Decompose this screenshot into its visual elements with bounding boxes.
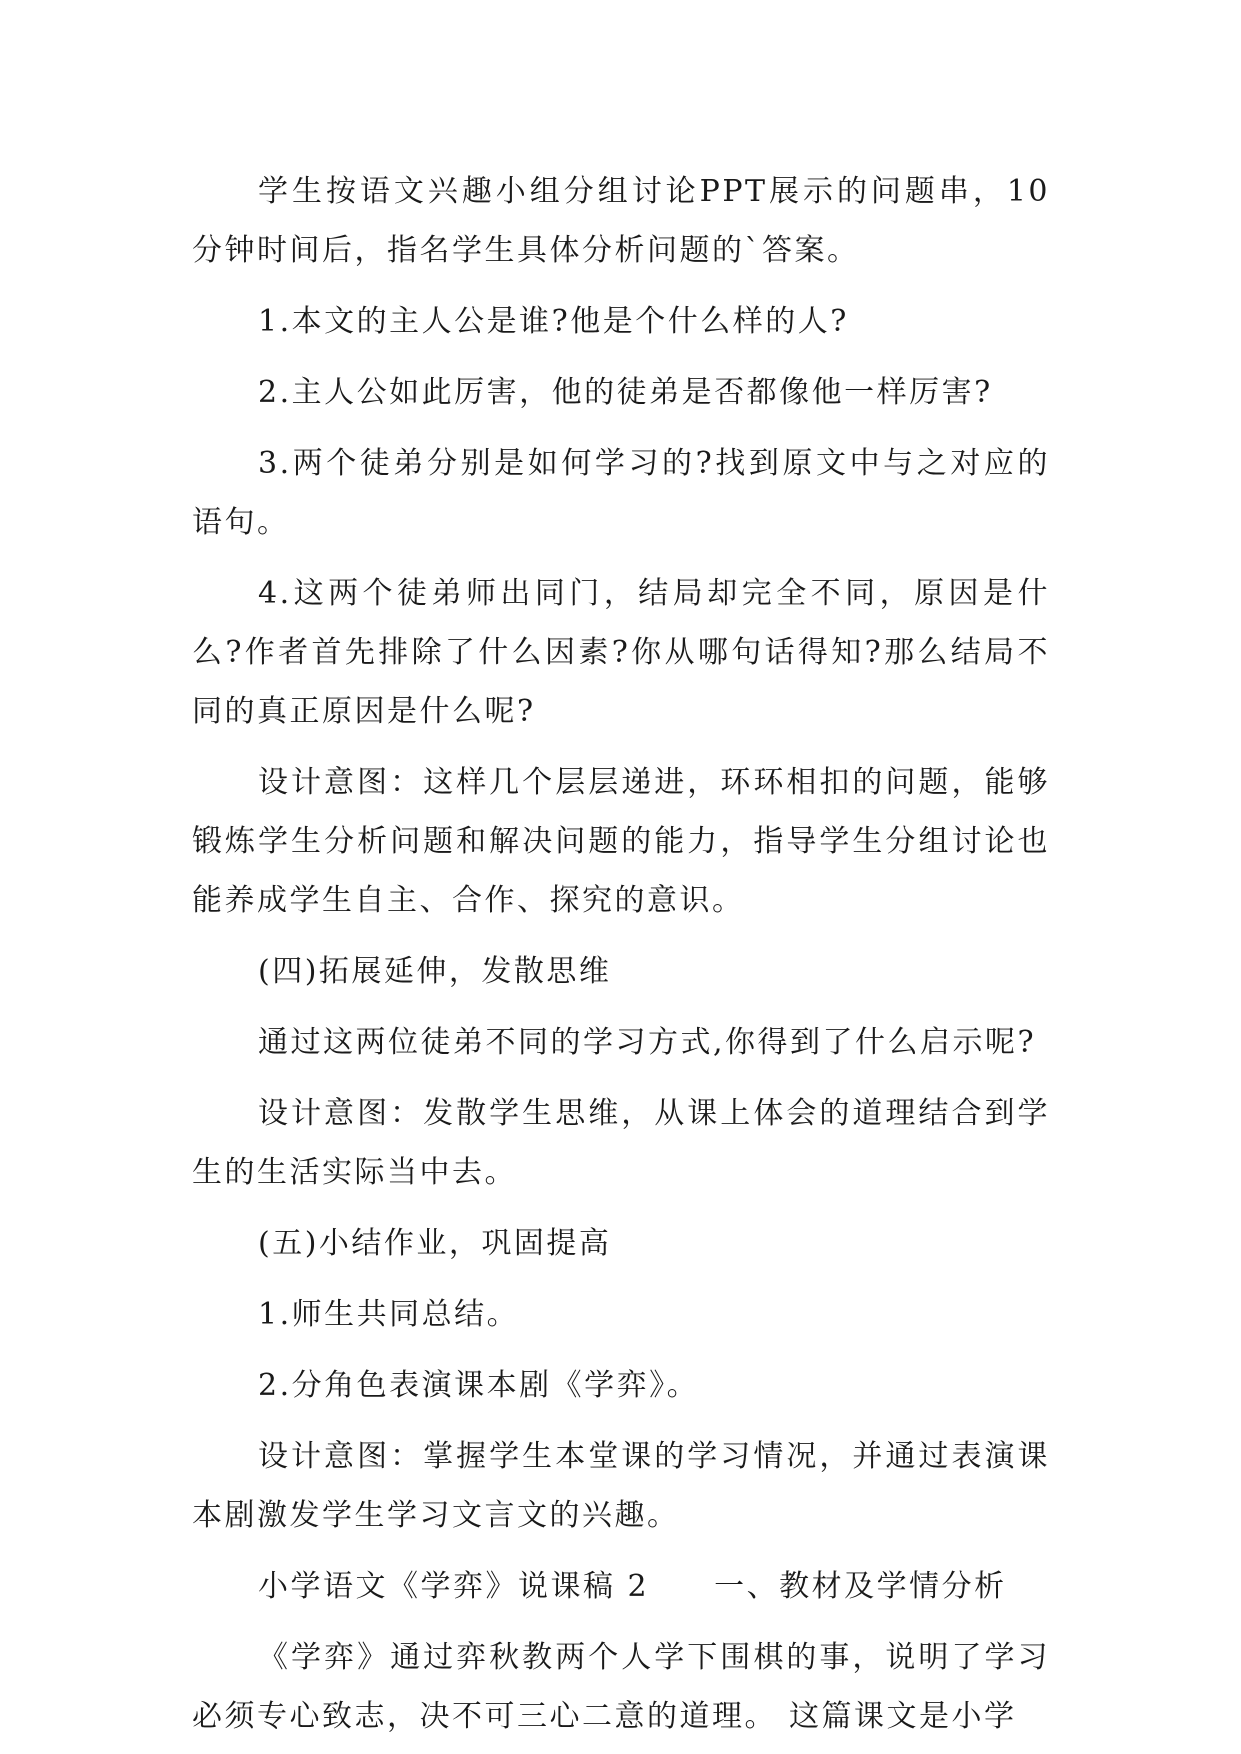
document-body (192, 162, 1050, 1746)
second-draft-heading: 小学语文《学弈》说课稿 2 一、教材及学情分析 (258, 1569, 1007, 1604)
question-3: 3.两个徒弟分别是如何学习的?找到原文中与之对应的语句。 (192, 446, 1050, 540)
design-intent-3: 设计意图：掌握学生本堂课的学习情况，并通过表演课本剧激发学生学习文言文的兴趣。 (192, 1439, 1050, 1533)
question-4: 4.这两个徒弟师出同门，结局却完全不同，原因是什么?作者首先排除了什么因素?你从哪句话得知?那么结局不同的真正原因是什么呢? (192, 576, 1050, 729)
question-2: 2.主人公如此厉害，他的徒弟是否都像他一样厉害? (258, 375, 993, 410)
question-1: 1.本文的主人公是谁?他是个什么样的人? (258, 304, 849, 339)
paragraph-discussion-instructions: 学生按语文兴趣小组分组讨论PPT展示的问题串，10分钟时间后，指名学生具体分析问题的`答案。 (192, 174, 1050, 268)
section-heading-summary: (五)小结作业，巩固提高 (258, 1226, 612, 1261)
design-intent-2: 设计意图：发散学生思维，从课上体会的道理结合到学生的生活实际当中去。 (192, 1096, 1050, 1190)
textbook-analysis-paragraph: 《学弈》通过弈秋教两个人学下围棋的事，说明了学习必须专心致志，决不可三心二意的道理。 这篇课文是小学 (192, 1640, 1050, 1734)
extension-question: 通过这两位徒弟不同的学习方式,你得到了什么启示呢? (258, 1025, 1037, 1060)
design-intent-1: 设计意图：这样几个层层递进，环环相扣的问题，能够锻炼学生分析问题和解决问题的能力，指导学生分组讨论也能养成学生自主、合作、探究的意识。 (192, 765, 1050, 918)
section-heading-extension: (四)拓展延伸，发散思维 (258, 954, 612, 989)
summary-item-2: 2.分角色表演课本剧《学弈》。 (258, 1368, 700, 1403)
summary-item-1: 1.师生共同总结。 (258, 1297, 520, 1332)
